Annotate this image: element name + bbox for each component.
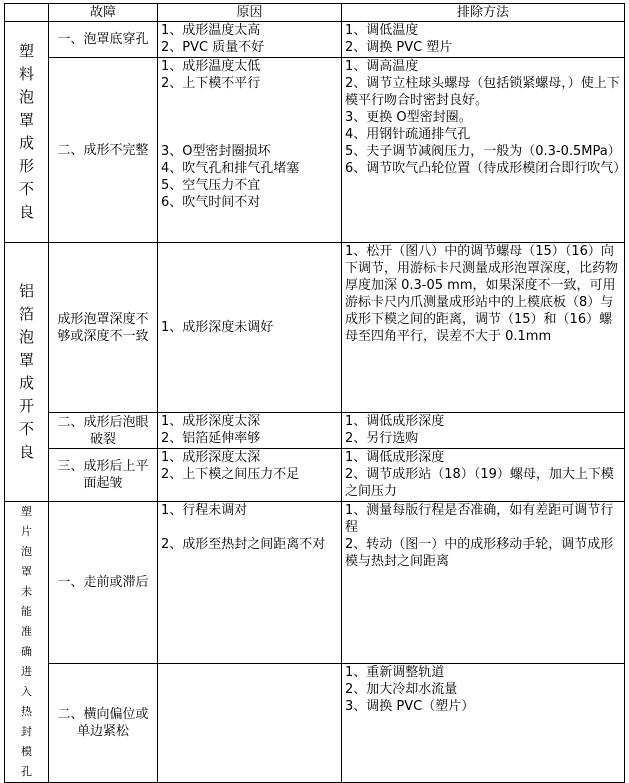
- category-label: 塑片泡罩未能准确进入热封模孔: [21, 505, 32, 778]
- text-line: 5、夫子调节减阀压力，一般为（0.3-0.5MPa）: [345, 144, 621, 159]
- remedy-cell: [342, 243, 625, 413]
- text-line: 1、成形深度太深: [161, 450, 261, 465]
- text-line: 4、用钢针疏通排气孔: [345, 127, 471, 142]
- fault-cell: 一、走前或滞后: [49, 502, 158, 664]
- text-line: 4、吹气孔和排气孔堵塞: [161, 161, 300, 176]
- text-line: 2、调节立柱球头螺母（包括锁紧螺母，）使上下模平行吻合时密封良好。: [345, 76, 620, 108]
- text-line: 1、成形温度太低: [161, 59, 261, 74]
- table-row: [5, 502, 625, 664]
- blank-line: [161, 126, 338, 143]
- text-line: 2、成形至热封之间距离不对: [161, 537, 326, 552]
- fault-cell: 二、成形不完整: [49, 58, 158, 243]
- category-cell: [5, 502, 49, 783]
- table-row: [5, 663, 625, 782]
- category-cell: [5, 243, 49, 502]
- cause-cell: [158, 663, 342, 782]
- category-label: 塑料泡罩成形不良: [19, 42, 35, 221]
- cause-cell: [158, 502, 342, 664]
- header-cell-cause: 原因: [158, 4, 342, 22]
- table-row: [5, 58, 625, 243]
- text-line: 3、调换 PVC（塑片）: [345, 698, 475, 714]
- cause-cell: [158, 413, 342, 449]
- text-line: 2、PVC 质量不好: [161, 40, 265, 55]
- text-line: 1、调低温度: [345, 23, 419, 38]
- cause-cell: [158, 58, 342, 243]
- table-row: [5, 243, 625, 413]
- cause-cell: [158, 243, 342, 413]
- text-line: 2、调节成形站（18）（19）螺母，加大上下模之间压力: [345, 467, 614, 499]
- table-row: [5, 413, 625, 449]
- text-line: 2、另行选购: [345, 431, 419, 446]
- blank-line: [161, 92, 338, 109]
- category-label: 铝箔泡罩成开不良: [19, 282, 35, 461]
- remedy-cell: [342, 449, 625, 502]
- remedy-cell: [342, 58, 625, 243]
- blank-line: [161, 519, 338, 536]
- fault-cell: 三、成形后上平面起皱: [49, 449, 158, 502]
- fault-cell: 一、泡罩底穿孔: [49, 22, 158, 58]
- remedy-cell: [342, 22, 625, 58]
- text-line: 2、转动（图一）中的成形移动手轮，调节成形模与热封之间距离: [345, 537, 614, 569]
- header-cell-fault: 故障: [49, 4, 158, 22]
- text-line: 1、松开（图八）中的调节螺母（15）（16）向下调节，用游标卡尺测量成形泡罩深度，比药物厚度加深 0.3-05 mm，如果深度不一致，可用游标卡尺内爪测量成形站中的上模底板（8）与成形下模之间的距离，调节（15）和（16）螺母至四角平行，误差不大于 0.1mm: [345, 244, 619, 344]
- fault-cell: 成形泡罩深度不够或深度不一致: [49, 243, 158, 413]
- text-line: 3、O型密封圈损坏: [161, 144, 271, 159]
- text-line: 1、行程未调对: [161, 503, 248, 518]
- text-line: 1、成形温度太高: [161, 23, 261, 38]
- text-line: 6、调节吹气凸轮位置（待成形模闭合即行吹气）: [345, 161, 627, 176]
- blank-line: [161, 109, 338, 126]
- header-cell-blank: [5, 4, 49, 22]
- remedy-cell: [342, 663, 625, 782]
- category-cell: [5, 22, 49, 243]
- text-line: 2、上下模之间压力不足: [161, 467, 300, 482]
- text-line: 2、加大冷却水流量: [345, 681, 458, 697]
- text-line: 2、上下模不平行: [161, 76, 261, 91]
- text-line: 3、更换 O型密封圈。: [345, 110, 472, 125]
- text-line: 1、重新调整轨道: [345, 664, 445, 680]
- text-line: 5、空气压力不宜: [161, 178, 261, 193]
- table-row: [5, 22, 625, 58]
- text-line: 1、调低成形深度: [345, 414, 445, 429]
- fault-cell: 二、成形后泡眼破裂: [49, 413, 158, 449]
- header-row: [5, 4, 625, 22]
- text-line: 2、铝箔延伸率够: [161, 431, 261, 446]
- table-row: [5, 449, 625, 502]
- troubleshooting-table: [4, 3, 625, 783]
- remedy-cell: [342, 413, 625, 449]
- text-line: 6、吹气时间不对: [161, 195, 261, 210]
- text-line: 1、测量每版行程是否准确，如有差距可调节行程: [345, 503, 614, 535]
- cause-cell: [158, 449, 342, 502]
- text-line: 1、调低成形深度: [345, 450, 445, 465]
- header-cell-remedy: 排除方法: [342, 4, 625, 22]
- text-line: 2、调换 PVC 塑片: [345, 40, 453, 55]
- cause-cell: [158, 22, 342, 58]
- text-line: 1、调高温度: [345, 59, 419, 74]
- text-line: 1、成形深度未调好: [161, 320, 274, 335]
- fault-cell: 二、横向偏位或单边紧松: [49, 663, 158, 782]
- remedy-cell: [342, 502, 625, 664]
- text-line: 1、成形深度太深: [161, 414, 261, 429]
